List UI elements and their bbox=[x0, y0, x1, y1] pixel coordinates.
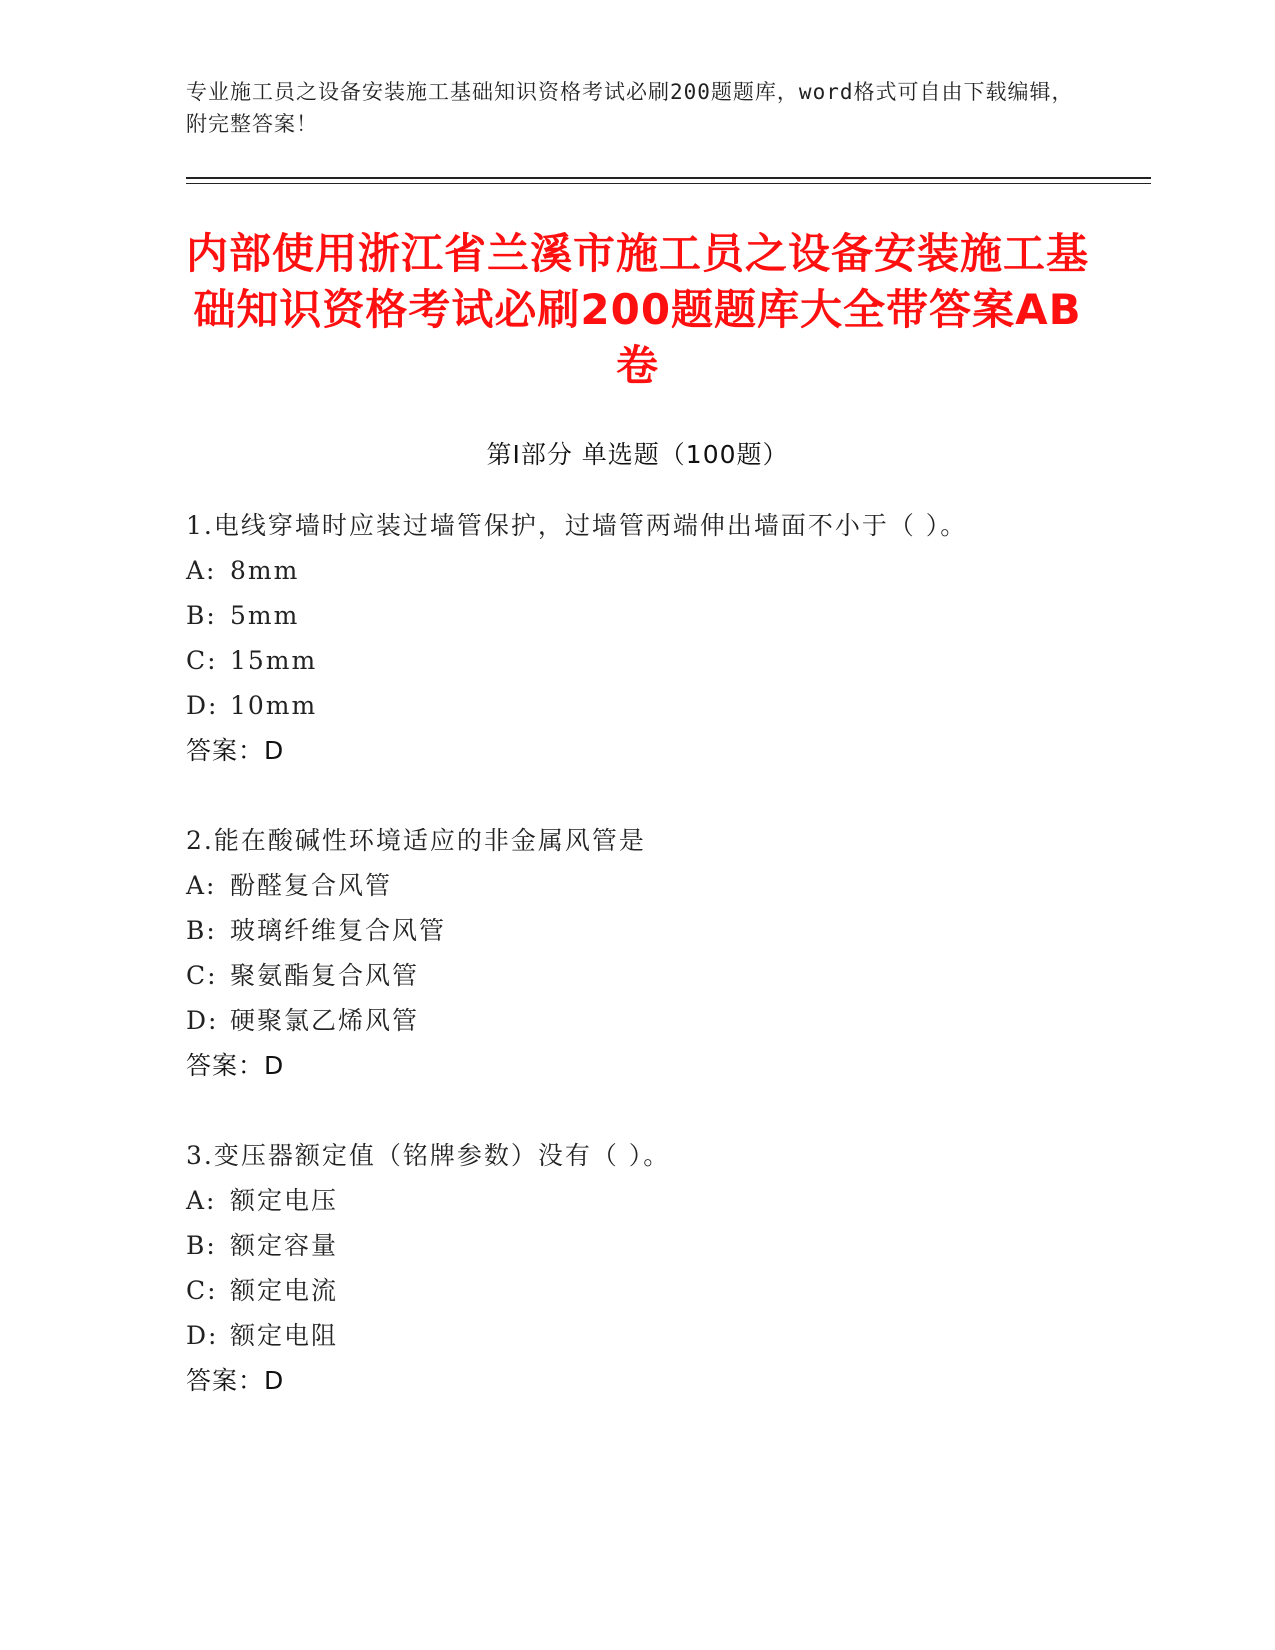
option-text: 聚氨酯复合风管 bbox=[230, 961, 420, 990]
header-divider-thin bbox=[186, 183, 1151, 184]
option-a bbox=[186, 1178, 1136, 1223]
question-2 bbox=[186, 818, 1136, 1088]
question-stem: 2.能在酸碱性环境适应的非金属风管是 bbox=[186, 826, 646, 855]
option-text: 酚醛复合风管 bbox=[230, 871, 393, 900]
option-key: D: bbox=[186, 1006, 219, 1035]
option-key: C: bbox=[186, 961, 218, 990]
option-key: C: bbox=[186, 646, 218, 675]
option-text: 8mm bbox=[230, 556, 300, 585]
document-title: 内部使用浙江省兰溪市施工员之设备安装施工基础知识资格考试必刷200题题库大全带答案AB卷 bbox=[186, 229, 1090, 390]
option-d bbox=[186, 1313, 1136, 1358]
option-text: 硬聚氯乙烯风管 bbox=[230, 1006, 420, 1035]
option-c bbox=[186, 638, 1136, 683]
option-a bbox=[186, 548, 1136, 593]
question-1 bbox=[186, 503, 1136, 773]
option-key: B: bbox=[186, 601, 217, 630]
option-key: A: bbox=[186, 556, 217, 585]
question-3 bbox=[186, 1133, 1136, 1403]
option-d bbox=[186, 683, 1136, 728]
option-d bbox=[186, 998, 1136, 1043]
option-text: 额定容量 bbox=[230, 1231, 339, 1260]
option-text: 额定电压 bbox=[230, 1186, 339, 1215]
option-text: 5mm bbox=[230, 601, 300, 630]
option-a bbox=[186, 863, 1136, 908]
option-key: D: bbox=[186, 1321, 219, 1350]
option-c bbox=[186, 953, 1136, 998]
option-b bbox=[186, 1223, 1136, 1268]
answer: 答案：D bbox=[186, 736, 285, 765]
answer: 答案：D bbox=[186, 1366, 285, 1395]
option-text: 10mm bbox=[230, 691, 318, 720]
option-key: D: bbox=[186, 691, 219, 720]
option-b bbox=[186, 908, 1136, 953]
option-text: 15mm bbox=[230, 646, 318, 675]
option-b bbox=[186, 593, 1136, 638]
header-note: 专业施工员之设备安装施工基础知识资格考试必刷200题题库，word格式可自由下载编辑，附完整答案！ bbox=[186, 80, 1074, 136]
option-c bbox=[186, 1268, 1136, 1313]
option-text: 玻璃纤维复合风管 bbox=[230, 916, 447, 945]
option-text: 额定电阻 bbox=[230, 1321, 339, 1350]
section-title: 第Ⅰ部分 单选题（100题） bbox=[486, 440, 789, 469]
option-key: C: bbox=[186, 1276, 218, 1305]
option-key: A: bbox=[186, 1186, 217, 1215]
question-stem: 1.电线穿墙时应装过墙管保护，过墙管两端伸出墙面不小于（ ）。 bbox=[186, 511, 968, 540]
header-divider-thick bbox=[186, 177, 1151, 179]
question-stem: 3.变压器额定值（铭牌参数）没有（ ）。 bbox=[186, 1141, 671, 1170]
option-key: B: bbox=[186, 1231, 217, 1260]
option-key: A: bbox=[186, 871, 217, 900]
answer: 答案：D bbox=[186, 1051, 285, 1080]
option-key: B: bbox=[186, 916, 217, 945]
option-text: 额定电流 bbox=[230, 1276, 339, 1305]
